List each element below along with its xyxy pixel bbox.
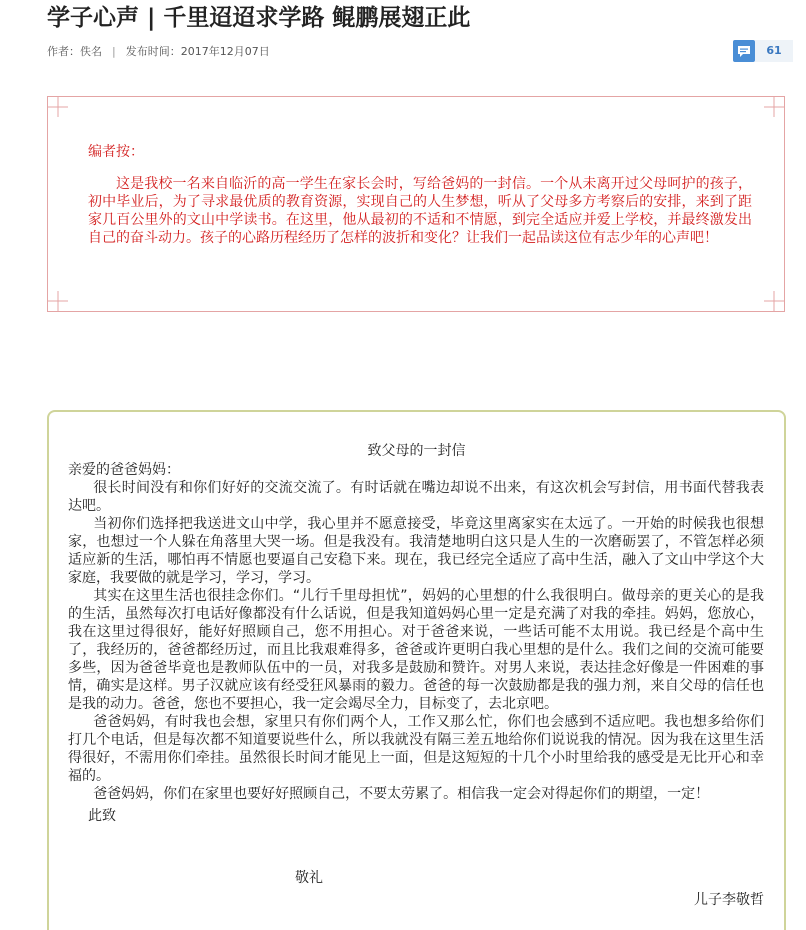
editor-note-label: 编者按： <box>88 144 144 160</box>
meta-separator: | <box>112 45 116 58</box>
letter-paragraph: 爸爸妈妈，你们在家里也要好好照顾自己，不要太劳累了。相信我一定会对得起你们的期望，一定！ <box>93 786 710 802</box>
author-name: 佚名 <box>80 45 102 58</box>
letter-paragraph: 当初你们选择把我送进文山中学，我心里并不愿意接受，毕竟这里离家实在太远了。一开始的时候我也很想家，也想过一个人躲在角落里大哭一场。但是我没有。我清楚地明白这只是人生的一次磨砺罢了，不管怎样必须适应新的生活，哪怕再不情愿也要逼自己安稳下来。现在，我已经完全适应了高中生活，融入了文山中学这个大家庭，我要做的就是学习，学习，学习。 <box>68 516 764 586</box>
comment-icon[interactable] <box>733 40 755 62</box>
comment-count-button[interactable] <box>733 40 793 62</box>
publish-date: 2017年12月07日 <box>180 45 270 58</box>
letter-paragraph: 其实在这里生活也很挂念你们。“儿行千里母担忧”，妈妈的心里想的什么我很明白。做母亲的更关心的是我的生活，虽然每次打电话好像都没有什么话说，但是我知道妈妈心里一定是充满了对我的牵挂。妈妈，您放心，我在这里过得很好，能好好照顾自己，您不用担心。对于爸爸来说，一些话可能不太用说。我已经是个高中生了，我经历的，爸爸都经历过，而且比我艰难得多，爸爸或许更明白我心里想的是什么。我们之间的交流可能要多些，因为爸爸毕竟也是教师队伍中的一员，对我多是鼓励和赞许。对男人来说，表达挂念好像是一件困难的事情，确实是这样。男子汉就应该有经受狂风暴雨的毅力。爸爸的每一次鼓励都是我的强力剂，来自父母的信任也是我的动力。爸爸，您也不要担心，我一定会竭尽全力，目标变了，去北京吧。 <box>68 588 764 712</box>
corner-ornament-bottom-left <box>48 291 68 311</box>
letter-title: 致父母的一封信 <box>367 443 466 459</box>
author-label: 作者： <box>47 45 80 58</box>
editor-note-box <box>47 96 785 312</box>
letter-regards: 敬礼 <box>295 870 323 886</box>
letter-closing: 此致 <box>88 808 116 824</box>
corner-ornament-bottom-right <box>764 291 784 311</box>
comment-count[interactable]: 61 <box>755 40 793 62</box>
letter-body <box>68 461 764 825</box>
letter-box <box>47 410 786 930</box>
editor-note-text: 这是我校一名来自临沂的高一学生在家长会时，写给爸妈的一封信。一个从未离开过父母呵护的孩子，初中毕业后，为了寻求最优质的教育资源，实现自己的人生梦想，听从了父母多方考察后的安排，来到了距家几百公里外的文山中学读书。在这里，他从最初的不适和不情愿，到完全适应并爱上学校，并最终激发出自己的奋斗动力。孩子的心路历程经历了怎样的波折和变化？让我们一起品读这位有志少年的心声吧！ <box>88 176 752 246</box>
corner-ornament-top-left <box>48 97 68 117</box>
letter-salutation: 亲爱的爸爸妈妈： <box>68 462 180 478</box>
letter-paragraph: 爸爸妈妈，有时我也会想，家里只有你们两个人，工作又那么忙，你们也会感到不适应吧。我也想多给你们打几个电话，但是每次都不知道要说些什么，所以我就没有隔三差五地给你们说说我的情况。因为我在这里生活得很好，不需用你们牵挂。虽然很长时间才能见上一面，但是这短短的十几个小时里给我的感受是无比开心和幸福的。 <box>68 714 764 784</box>
corner-ornament-top-right <box>764 97 784 117</box>
article-meta <box>47 44 270 60</box>
article-title: 学子心声 | 千里迢迢求学路 鲲鹏展翅正此 <box>47 5 471 31</box>
letter-paragraph: 很长时间没有和你们好好的交流交流了。有时话就在嘴边却说不出来，有这次机会写封信，用书面代替我表达吧。 <box>68 480 764 514</box>
date-label: 发布时间： <box>125 45 181 58</box>
letter-signature: 儿子李敬哲 <box>694 892 764 908</box>
